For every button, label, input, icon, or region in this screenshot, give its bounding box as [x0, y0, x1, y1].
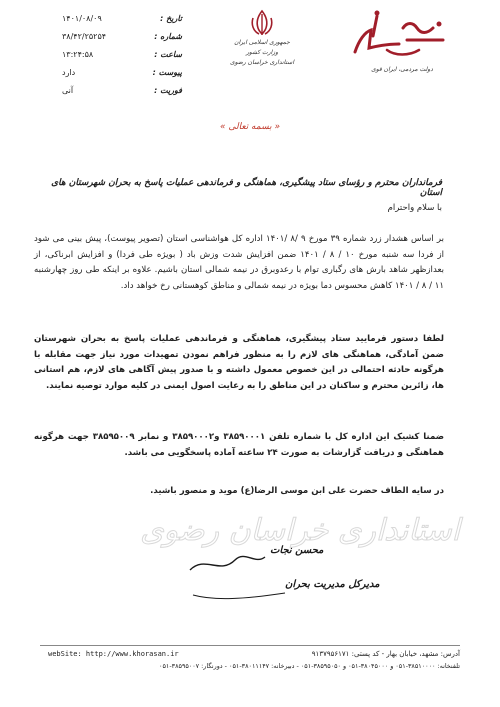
- letter-greeting: با سلام واحترام: [387, 203, 442, 213]
- meta-priority-value: آنی: [62, 86, 74, 95]
- emblem-icon: [245, 8, 279, 38]
- watermark-text: استانداری خراسان رضوی: [140, 513, 460, 548]
- meta-priority-row: [62, 82, 182, 100]
- meta-attachment-row: [62, 64, 182, 82]
- bismillah-heading: « بسمه تعالی »: [219, 122, 281, 132]
- iran-emblem: [222, 8, 302, 68]
- footer-phones: تلفنخانه: ۳۸۵۱۰۰۰۰-۰۵۱ و ۳۸۰۴۵۰۰۰-۰۵۱ و ۳۸۵۹۵۰۵۰-۰۵۱ - دبیرخانه: ۳۸۰۱۱۱۴۷-۰۵۱ - دورنگار: ۳۸۵۹۵۰۰۷-۰۵۱: [159, 662, 460, 670]
- letter-meta: [62, 10, 182, 100]
- meta-time-label: ساعت :: [154, 50, 182, 59]
- meta-date-row: [62, 10, 182, 28]
- emblem-line-3: استانداری خراسان رضوی: [230, 59, 294, 66]
- meta-date-label: تاریخ :: [160, 14, 182, 23]
- meta-number-label: شماره :: [154, 32, 182, 41]
- paragraph-instructions: لطفا دستور فرمایید ستاد پیشگیری، هماهنگی و فرماندهی عملیات پاسخ به بحران شهرستان ضمن آمادگی، هماهنگی های لازم را به منظور فراهم نمودن تمهیدات مورد نیاز جهت مقابله با هرگونه حادثه احتمالی در این خصوص معمول داشته و با صدور پیش آگاهی های لازم، هم استانی ها، زائرین محترم و ساکنان در این مناطق را به رعایت اصول ایمنی در کلیه موارد توصیه نمایند.: [34, 334, 444, 391]
- signature-title-text: مدیرکل مدیریت بحران: [285, 579, 380, 590]
- meta-number-value: ۳۸/۴۲/۲۵۲۵۴: [62, 32, 107, 41]
- footer-website[interactable]: webSite: http://www.khorasan.ir: [48, 650, 179, 658]
- signature-title: [185, 565, 380, 605]
- meta-priority-label: فوریت :: [154, 86, 182, 95]
- meta-attachment-value: دارد: [62, 68, 76, 77]
- meta-time-row: [62, 46, 182, 64]
- paragraph-closing: در سایه الطاف حضرت علی ابن موسی الرضا(ع) موید و منصور باشید.: [150, 486, 444, 496]
- letter-recipient: فرمانداران محترم و رؤسای ستاد پیشگیری، هماهنگی و فرماندهی عملیات پاسخ به بحران شهرستان های استان: [51, 178, 442, 198]
- logo-icon: [347, 6, 457, 64]
- emblem-line-2: وزارت کشور: [245, 49, 279, 56]
- footer-divider: [40, 645, 460, 646]
- paragraph-warning: بر اساس هشدار زرد شماره ۳۹ مورخ ۹ /۸ /۱۴۰۱ اداره کل هواشناسی استان (تصویر پیوست)، پیش بینی می شود از فردا سه شنبه مورخ ۱۰ / ۸ / ۱۴۰۱ ضمن افزایش شدت وزش باد ( بویژه طی فردا) و افزایش ابرناکی، از بعدازظهر شاهد بارش های رگباری توام با رعدوبرق در نیمه شمالی استان باشیم. علاوه بر اینکه طی روز چهارشنبه ۱۱ / ۸ / ۱۴۰۱ کاهش محسوس دما بویژه در نیمه شمالی و مناطق کوهستانی رخ خواهد داد.: [34, 234, 445, 291]
- emblem-line-1: جمهوری اسلامی ایران: [234, 39, 290, 46]
- paragraph-contact: ضمنا کشیک این اداره کل با شماره تلفن ۳۸۵۹۰۰۰۱ و۳۸۵۹۰۰۰۲ و نمابر ۳۸۵۹۵۰۰۹ جهت هرگونه هماهنگی و دریافت گزارشات به صورت ۲۴ ساعته آماده پاسخگویی می باشد.: [34, 432, 445, 458]
- meta-time-value: ۱۳:۲۴:۵۸: [62, 50, 94, 59]
- government-logo: [342, 6, 462, 73]
- meta-date-value: ۱۴۰۱/۰۸/۰۹: [62, 14, 102, 23]
- signature-name-text: محسن نجات: [270, 545, 324, 556]
- footer-address: آدرس: مشهد، خیابان بهار - کد پستی: ۹۱۳۷۹۵۶۱۷۱: [311, 650, 460, 658]
- meta-number-row: [62, 28, 182, 46]
- logo-caption: دولت مردمی، ایران قوی: [371, 66, 433, 73]
- meta-attachment-label: پیوست :: [152, 68, 182, 77]
